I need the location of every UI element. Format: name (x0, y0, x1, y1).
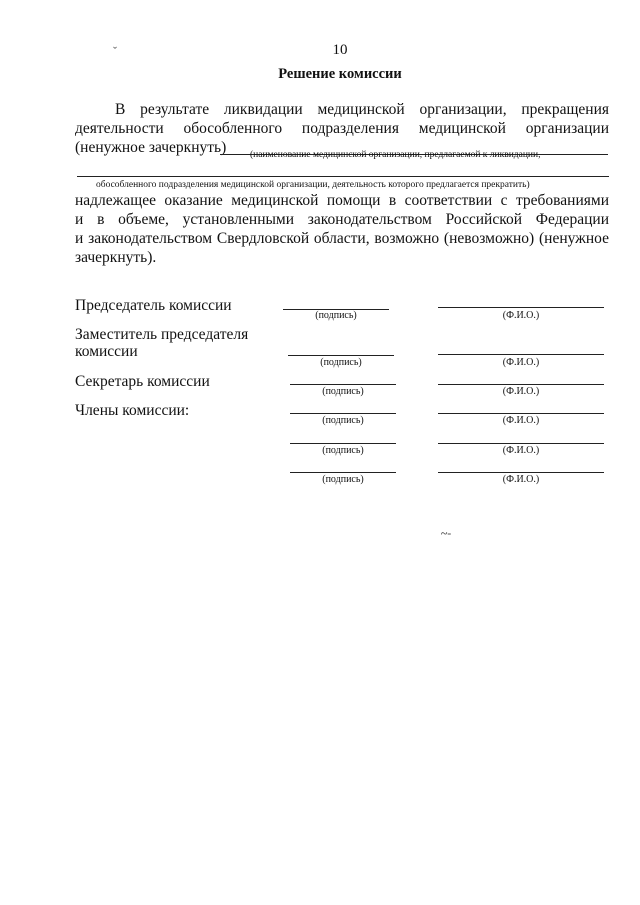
paragraph2-line-2: и в объеме, установленными законодательством Российской Федерации (75, 211, 609, 228)
scan-mark-bottom: ~- (441, 526, 452, 540)
member-3-name-caption: (Ф.И.О.) (502, 474, 540, 485)
secretary-sign-line (290, 384, 396, 385)
deputy-sign-line (288, 355, 394, 356)
chairman-name-line (438, 307, 604, 308)
paragraph2-line-1: надлежащее оказание медицинской помощи в соответствии с требованиями (75, 192, 609, 209)
secretary-label: Секретарь комиссии (75, 373, 210, 390)
deputy-name-line (438, 354, 604, 355)
member-2-name-line (438, 443, 604, 444)
member-3-sign-line (290, 472, 396, 473)
member-3-name-line (438, 472, 604, 473)
member-2-name-caption: (Ф.И.О.) (502, 445, 540, 456)
deputy-sign-caption: (подпись) (320, 357, 362, 368)
page-number: 10 (332, 42, 348, 58)
member-2-sign-caption: (подпись) (322, 445, 364, 456)
paragraph-line-3: (ненужное зачеркнуть) (75, 139, 227, 156)
secretary-sign-caption: (подпись) (322, 386, 364, 397)
caption-subdivision: обособленного подразделения медицинской организации, деятельность которого предлагается прекратить) (96, 180, 530, 190)
document-title: Решение комиссии (278, 66, 402, 82)
fill-in-line-2 (77, 176, 609, 177)
paragraph2-line-3: и законодательством Свердловской области, возможно (невозможно) (ненужное (75, 230, 609, 247)
member-1-name-line (438, 413, 604, 414)
deputy-label-line-2: комиссии (75, 343, 138, 360)
member-1-name-caption: (Ф.И.О.) (502, 415, 540, 426)
scan-mark: ˇ (113, 44, 117, 58)
paragraph-line-2: деятельности обособленного подразделения медицинской организации (75, 120, 609, 137)
secretary-name-line (438, 384, 604, 385)
deputy-name-caption: (Ф.И.О.) (502, 357, 540, 368)
paragraph-line-1: В результате ликвидации медицинской организации, прекращения (115, 101, 609, 118)
secretary-name-caption: (Ф.И.О.) (502, 386, 540, 397)
chairman-label: Председатель комиссии (75, 297, 232, 314)
paragraph2-line-4: зачеркнуть). (75, 249, 157, 266)
member-1-sign-line (290, 413, 396, 414)
member-2-sign-line (290, 443, 396, 444)
members-label: Члены комиссии: (75, 402, 190, 419)
chairman-sign-caption: (подпись) (315, 310, 357, 321)
member-1-sign-caption: (подпись) (322, 415, 364, 426)
chairman-name-caption: (Ф.И.О.) (502, 310, 540, 321)
caption-org-name: (наименование медицинской организации, предлагаемой к ликвидации, (250, 150, 541, 160)
member-3-sign-caption: (подпись) (322, 474, 364, 485)
deputy-label-line-1: Заместитель председателя (75, 326, 249, 343)
